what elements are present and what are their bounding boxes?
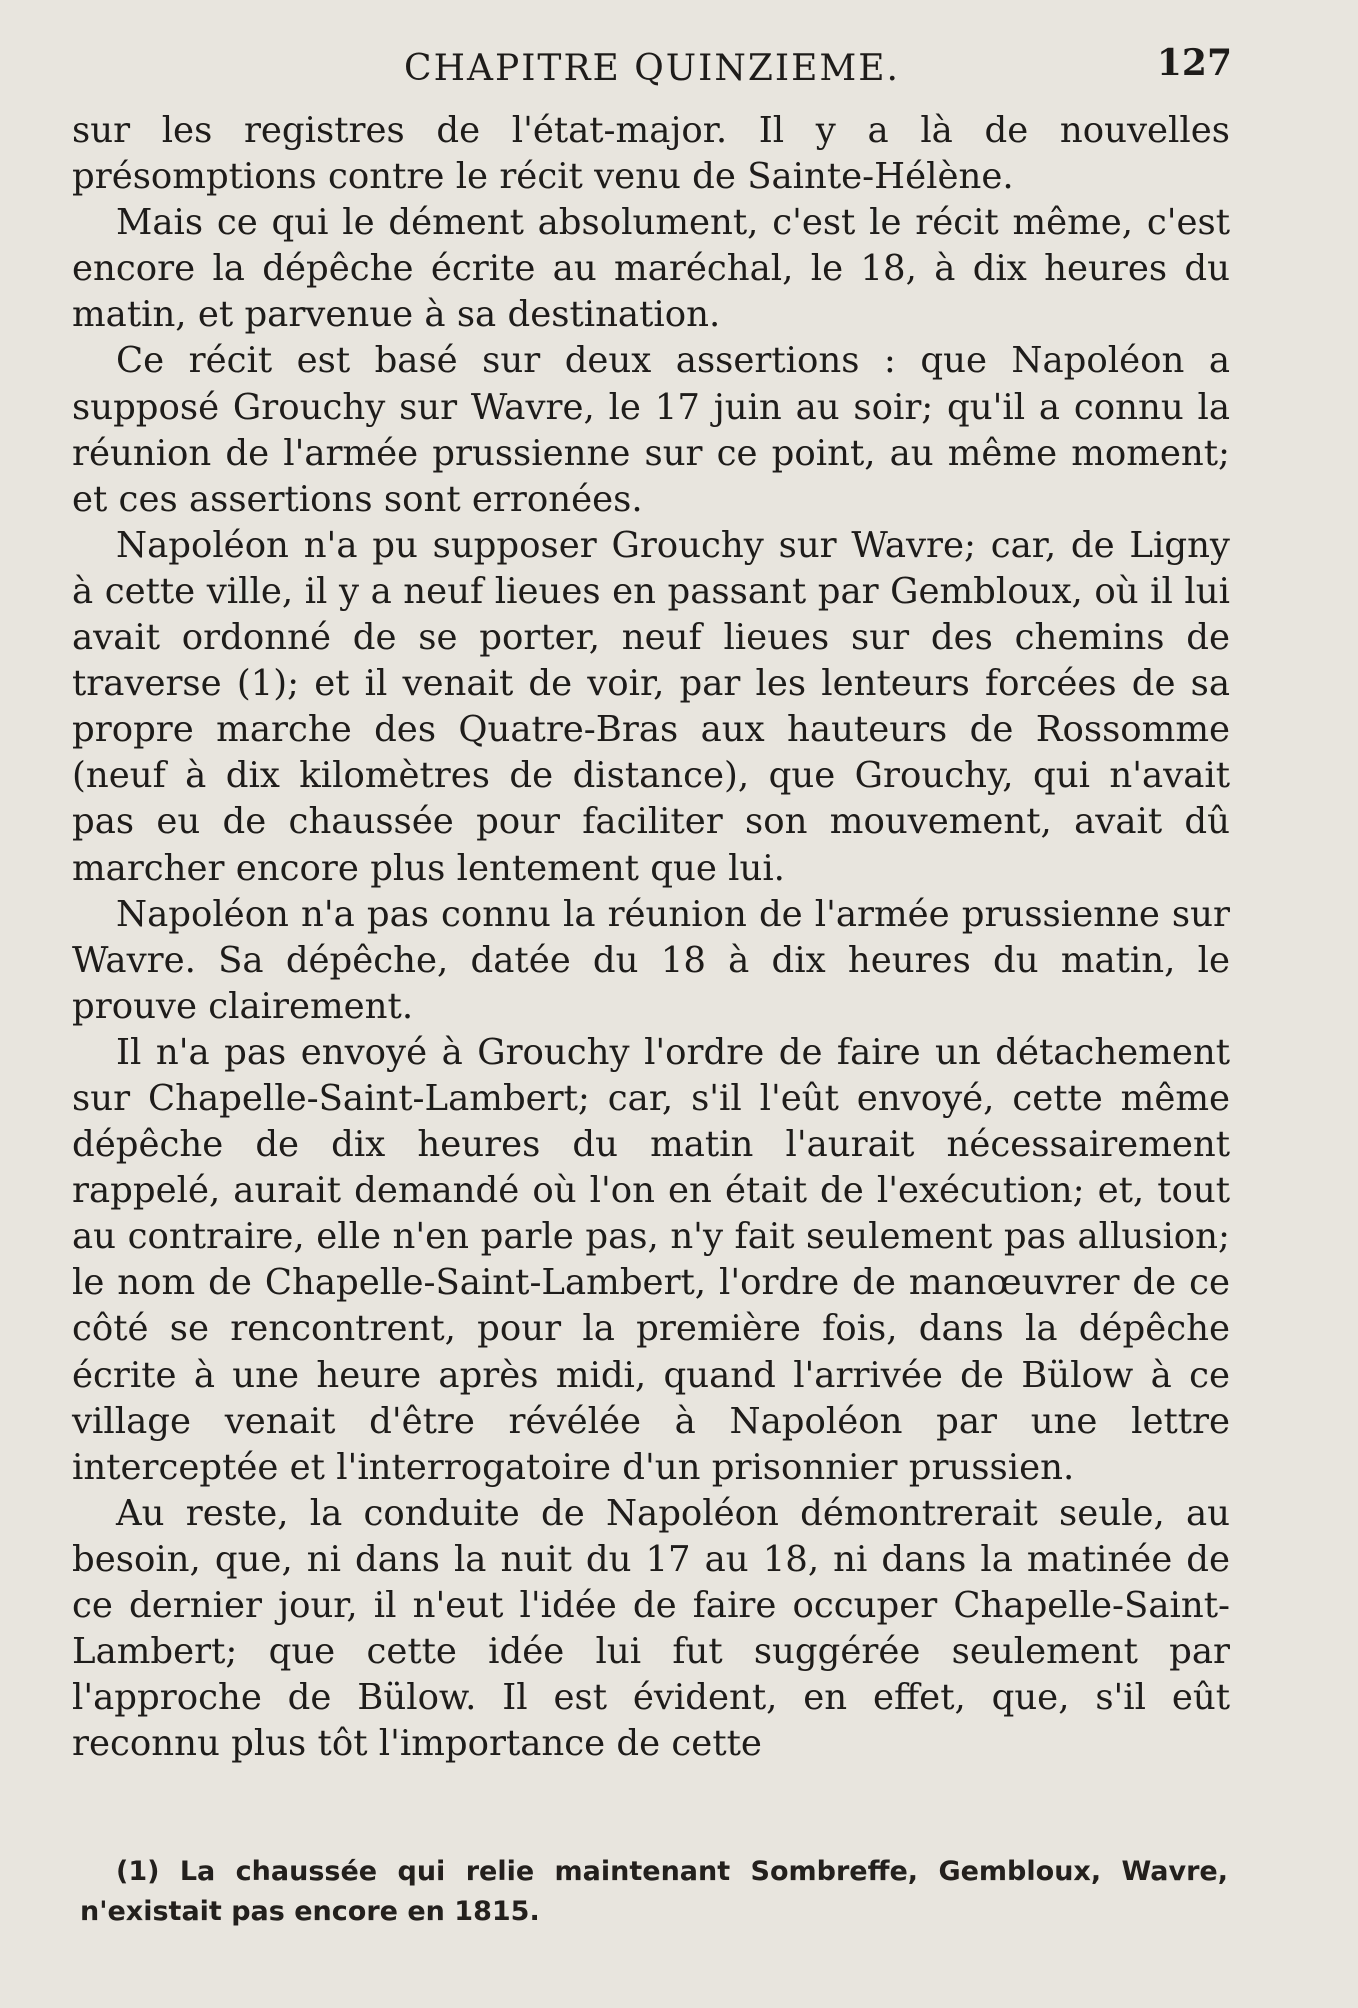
paragraph: Napoléon n'a pu supposer Grouchy sur Wavre; car, de Ligny à cette ville, il y a neuf lieues en passant par Gembloux, où il lui avait ordonné de se porter, neuf lieues sur des chemins de traverse (1); et il venait de voir, par les lenteurs forcées de sa propre marche des Quatre-Bras aux hauteurs de Rossomme (neuf à dix kilomètres de distance), que Grouchy, qui n'avait pas eu de chaussée pour faciliter son mouvement, avait dû marcher encore plus lentement que lui. xyxy=(72,524,1230,889)
paragraph: Il n'a pas envoyé à Grouchy l'ordre de faire un détachement sur Chapelle-Saint-Lambert; car, s'il l'eût envoyé, cette même dépêche de dix heures du matin l'aurait nécessairement rappelé, aurait demandé où l'on en était de l'exécution; et, tout au contraire, elle n'en parle pas, n'y fait seulement pas allusion; le nom de Chapelle-Saint-Lambert, l'ordre de manœuvrer de ce côté se rencontrent, pour la première fois, dans la dépêche écrite à une heure après midi, quand l'arrivée de Bülow à ce village venait d'être révélée à Napoléon par une lettre interceptée et l'interrogatoire d'un prisonnier prussien. xyxy=(72,1031,1230,1488)
paragraph: Napoléon n'a pas connu la réunion de l'armée prussienne sur Wavre. Sa dépêche, datée du 18 à dix heures du matin, le prouve clairement. xyxy=(72,893,1230,1027)
paragraph: Ce récit est basé sur deux assertions : que Napoléon a supposé Grouchy sur Wavre, le 17 juin au soir; qu'il a connu la réunion de l'armée prussienne sur ce point, au même moment; et ces assertions sont erronées. xyxy=(72,340,1230,520)
footnote xyxy=(80,1852,1228,1932)
paragraph: sur les registres de l'état-major. Il y a là de nouvelles présomptions contre le récit venu de Sainte-Hélène. xyxy=(72,110,1230,198)
body-text xyxy=(72,108,1230,1767)
paragraph: Mais ce qui le dément absolument, c'est le récit même, c'est encore la dépêche écrite au maréchal, le 18, à dix heures du matin, et parvenue à sa destination. xyxy=(72,202,1230,336)
chapter-title: CHAPITRE QUINZIEME. xyxy=(404,48,900,89)
page-number: 127 xyxy=(1156,42,1232,84)
running-head xyxy=(72,42,1232,102)
paragraph: Au reste, la conduite de Napoléon démontrerait seule, au besoin, que, ni dans la nuit du 17 au 18, ni dans la matinée de ce dernier jour, il n'eut l'idée de faire occuper Chapelle-Saint-Lambert; que cette idée lui fut suggérée seulement par l'approche de Bülow. Il est évident, en effet, que, s'il eût reconnu plus tôt l'importance de cette xyxy=(72,1492,1230,1765)
footnote-text: (1) La chaussée qui relie maintenant Sombreffe, Gembloux, Wavre, n'existait pas encore en 1815. xyxy=(80,1856,1228,1927)
